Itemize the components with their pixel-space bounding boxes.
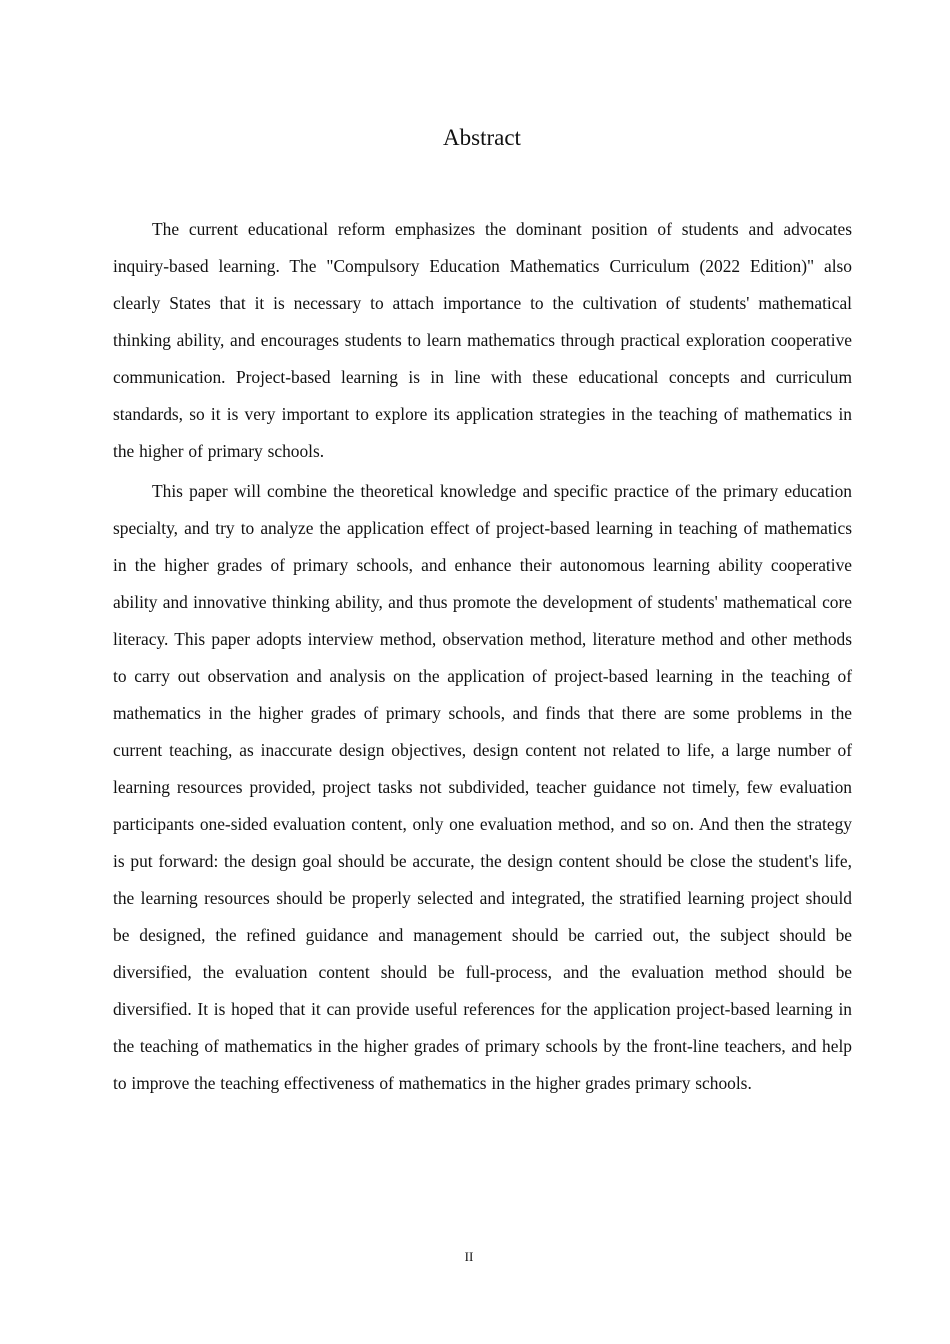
abstract-body <box>113 211 852 1102</box>
abstract-paragraph-1: The current educational reform emphasizes the dominant position of students and advocates inquiry-based learning. The "Compulsory Education Mathematics Curriculum (2022 Edition)" also clearly States that it is necessary to attach importance to the cultivation of students' mathematical thinking ability, and encourages students to learn mathematics through practical exploration cooperative communication. Project-based learning is in line with these educational concepts and curriculum standards, so it is very important to explore its application strategies in the teaching of mathematics in the higher of primary schools. <box>113 219 852 461</box>
page-title: Abstract <box>443 125 521 150</box>
abstract-paragraph-2: This paper will combine the theoretical knowledge and specific practice of the primary education specialty, and try to analyze the application effect of project-based learning in teaching of mathematics in the higher grades of primary schools, and enhance their autonomous learning ability cooperative ability and innovative thinking ability, and thus promote the development of students' mathematical core literacy. This paper adopts interview method, observation method, literature method and other methods to carry out observation and analysis on the application of project-based learning in the teaching of mathematics in the higher grades of primary schools, and finds that there are some problems in the current teaching, as inaccurate design objectives, design content not related to life, a large number of learning resources provided, project tasks not subdivided, teacher guidance not timely, few evaluation participants one-sided evaluation content, only one evaluation method, and so on. And then the strategy is put forward: the design goal should be accurate, the design content should be close the student's life, the learning resources should be properly selected and integrated, the stratified learning project should be designed, the refined guidance and management should be carried out, the subject should be diversified, the evaluation content should be full-process, and the evaluation method should be diversified. It is hoped that it can provide useful references for the application project-based learning in the teaching of mathematics in the higher grades of primary schools by the front-line teachers, and help to improve the teaching effectiveness of mathematics in the higher grades primary schools. <box>113 481 852 1093</box>
page-number: II <box>464 1249 474 1264</box>
